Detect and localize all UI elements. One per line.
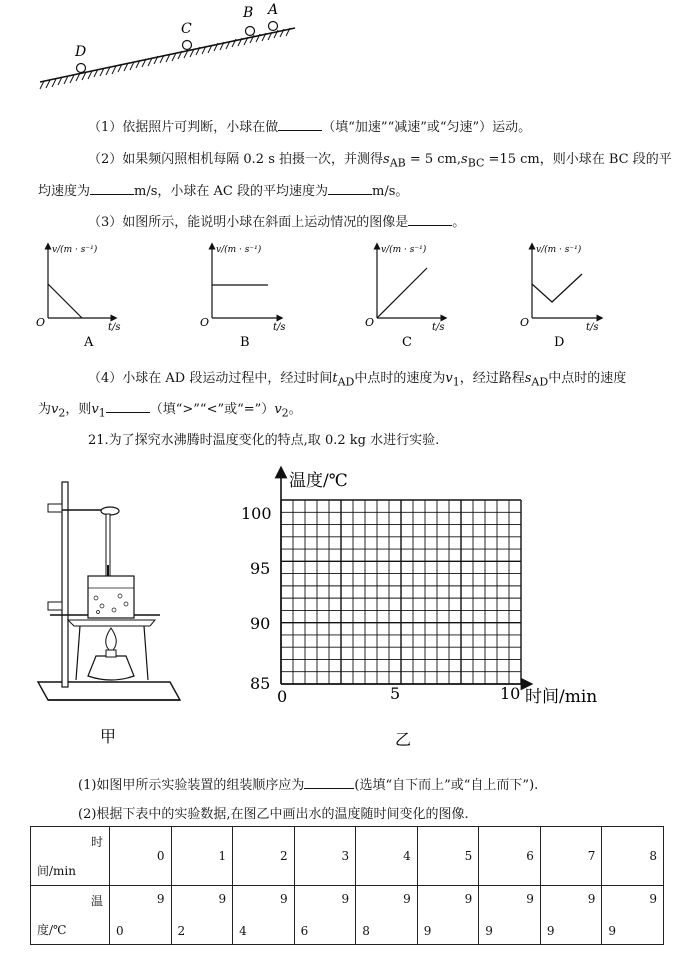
answer-blank-4[interactable]	[106, 400, 150, 413]
table-cell: 3	[294, 827, 356, 886]
svg-text:t/s: t/s	[586, 322, 599, 333]
header-time: 时 间/min	[31, 827, 110, 886]
svg-text:O: O	[365, 316, 375, 329]
table-cell: 9 9	[540, 886, 602, 945]
ball-c	[183, 41, 192, 50]
svg-text:v/(m · s⁻¹): v/(m · s⁻¹)	[52, 245, 98, 255]
answer-blank-2b[interactable]	[328, 182, 372, 195]
y-tick-95: 95	[250, 559, 271, 578]
question-2-line2: 均速度为 m/s，小球在 AC 段的平均速度为 m/s。	[38, 184, 409, 199]
x-tick-10: 10	[500, 684, 521, 703]
table-cell: 7	[540, 827, 602, 886]
table-cell: 1	[171, 827, 233, 886]
y-tick-85: 85	[250, 674, 271, 693]
incline-figure	[30, 0, 310, 95]
table-cell: 6	[479, 827, 541, 886]
apparatus-figure	[30, 470, 190, 750]
answer-blank-2a[interactable]	[90, 182, 134, 195]
question-21-1: (1)如图甲所示实验装置的组装顺序应为 (选填“自下而上”或“自上而下”).	[78, 778, 539, 793]
svg-text:O: O	[36, 316, 46, 329]
question-3: （3）如图所示，能说明小球在斜面上运动情况的图像是 。	[88, 215, 466, 230]
answer-blank-21-1[interactable]	[304, 776, 354, 789]
data-table	[30, 826, 664, 945]
x-axis-label: 时间/min	[525, 687, 598, 707]
graph-label-c: C	[402, 335, 412, 350]
table-cell: 8	[602, 827, 664, 886]
fig-label-yi: 乙	[395, 730, 412, 749]
ball-d	[77, 64, 86, 73]
table-cell: 4	[356, 827, 418, 886]
svg-text:v/(m · s⁻¹): v/(m · s⁻¹)	[536, 245, 582, 255]
svg-text:O: O	[200, 316, 210, 329]
question-21: 21.为了探究水沸腾时温度变化的特点,取 0.2 kg 水进行实验.	[88, 433, 440, 448]
question-1: （1）依据照片可判断，小球在做 （填“加速”“减速”或“匀速”）运动。	[88, 120, 532, 135]
table-cell: 9 0	[110, 886, 172, 945]
graph-d	[520, 244, 600, 350]
label-b: B	[243, 5, 254, 21]
graph-label-d: D	[554, 335, 565, 350]
question-2-line1: （2）如果频闪照相机每隔 0.2 s 拍摄一次，并测得$s_{AB} = 5$ $cm,s_{BC} =15$ cm，则小球在 BC 段的平	[88, 152, 672, 170]
question-21-2: (2)根据下表中的实验数据,在图乙中画出水的温度随时间变化的图像.	[78, 807, 469, 822]
table-cell: 9 9	[602, 886, 664, 945]
fig-label-jia: 甲	[100, 727, 117, 746]
label-c: C	[181, 21, 192, 37]
svg-text:t/s: t/s	[108, 322, 121, 333]
table-cell: 9 9	[479, 886, 541, 945]
table-row-temp	[31, 886, 664, 945]
table-cell: 9 8	[356, 886, 418, 945]
ball-a	[269, 22, 278, 31]
graph-label-a: A	[84, 335, 94, 350]
graph-label-b: B	[240, 335, 250, 350]
answer-blank-3[interactable]	[408, 213, 452, 226]
header-temp: 温 度/℃	[31, 886, 110, 945]
table-cell: 9 6	[294, 886, 356, 945]
y-tick-100: 100	[241, 504, 272, 523]
svg-text:v/(m · s⁻¹): v/(m · s⁻¹)	[381, 245, 427, 255]
table-cell: 5	[417, 827, 479, 886]
label-d: D	[75, 44, 87, 60]
table-cell: 9 4	[233, 886, 295, 945]
graph-b	[200, 244, 286, 350]
ball-b	[246, 27, 255, 36]
chart-grid	[281, 500, 521, 684]
question-4-line2: 为$v_2$，则$v_1$ （填“>”“<”或“$=”)v_2$。	[38, 402, 302, 420]
svg-text:O: O	[520, 316, 530, 329]
table-cell: 2	[233, 827, 295, 886]
table-cell: 9 2	[171, 886, 233, 945]
label-a: A	[268, 2, 279, 18]
y-axis-label: 温度/℃	[289, 471, 348, 491]
y-tick-90: 90	[250, 614, 271, 633]
question-4-line1: （4）小球在 AD 段运动过程中，经过时间$t_{AD}$中点时的速度为$v_1$，经过路程$s_{AD}$中点时的速度	[88, 371, 627, 389]
svg-text:t/s: t/s	[432, 322, 445, 333]
answer-blank-1[interactable]	[278, 118, 322, 131]
vt-graphs	[30, 238, 630, 353]
svg-text:t/s: t/s	[273, 322, 286, 333]
x-tick-5: 5	[390, 684, 401, 703]
svg-text:v/(m · s⁻¹): v/(m · s⁻¹)	[216, 245, 262, 255]
graph-c	[365, 244, 445, 350]
temperature-chart	[235, 462, 615, 752]
table-row-time	[31, 827, 664, 886]
graph-a	[36, 244, 121, 350]
x-tick-0: 0	[277, 687, 288, 706]
table-cell: 9 9	[417, 886, 479, 945]
table-cell: 0	[110, 827, 172, 886]
